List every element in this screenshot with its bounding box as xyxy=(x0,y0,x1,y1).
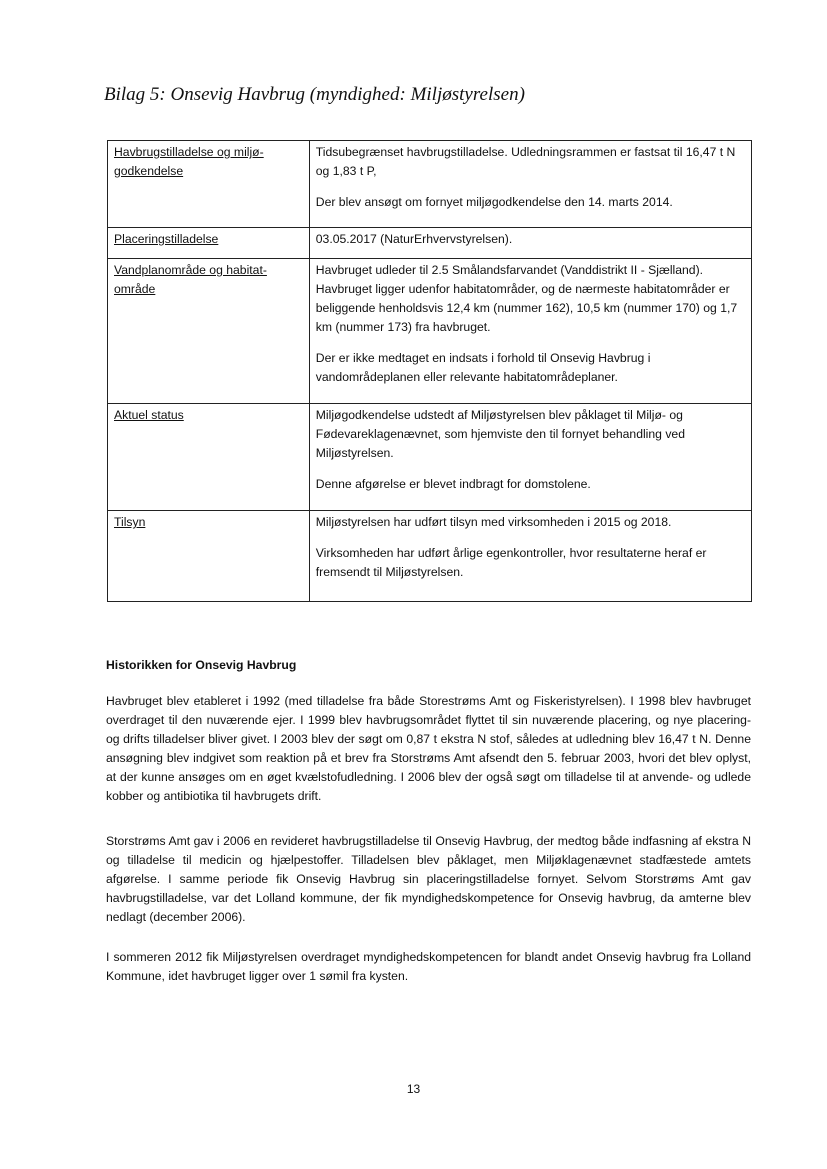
page-title: Bilag 5: Onsevig Havbrug (myndighed: Miljøstyrelsen) xyxy=(104,84,525,105)
history-paragraph xyxy=(106,948,751,986)
row-text: Denne afgørelse er blevet indbragt for domstolene. xyxy=(315,477,591,491)
table-row xyxy=(108,511,752,602)
row-label: Tilsyn xyxy=(108,511,310,602)
paragraph-text: Storstrøms Amt gav i 2006 en revideret havbrugstilladelse til Onsevig Havbrug, der medtog både indfasning af ekstra N og tilladelse til medicin og hjælpestoffer. Tilladelsen blev påklaget, men Miljøklagenævnet stadfæstede amtets afgørelse. I samme periode fik Onsevig Havbrug sin placeringstilladelse fornyet. Selvom Storstrøms Amt gav havbrugstilladelse, var det Lolland kommune, der fik myndighedskompetence for Onsevig havbrug, da amterne blev nedlagt (december 2006). xyxy=(106,834,751,924)
table-row xyxy=(108,404,752,511)
row-label: Havbrugstilladelse og miljø-godkendelse xyxy=(108,141,310,228)
row-value xyxy=(309,511,751,602)
row-text: Tidsubegrænset havbrugstilladelse. Udledningsrammen er fastsat til 16,47 t N og 1,83 t P, xyxy=(315,145,736,178)
row-text: Virksomheden har udført årlige egenkontroller, hvor resultaterne heraf er fremsendt til Miljøstyrelsen. xyxy=(315,546,707,579)
row-value xyxy=(309,404,751,511)
row-label: Placeringstilladelse xyxy=(108,228,310,259)
history-paragraph xyxy=(106,692,751,806)
history-paragraph xyxy=(106,832,751,927)
table-row xyxy=(108,141,752,228)
row-text: Der blev ansøgt om fornyet miljøgodkendelse den 14. marts 2014. xyxy=(315,195,673,209)
row-text: Miljøstyrelsen har udført tilsyn med virksomheden i 2015 og 2018. xyxy=(315,515,672,529)
row-value xyxy=(309,259,751,404)
row-text: Miljøgodkendelse udstedt af Miljøstyrelsen blev påklaget til Miljø- og Fødevareklagenævnet, som hjemviste den til fornyet behandling ved Miljøstyrelsen. xyxy=(315,408,685,460)
row-text: 03.05.2017 (NaturErhvervstyrelsen). xyxy=(315,232,513,246)
info-table xyxy=(107,140,752,602)
paragraph-text: I sommeren 2012 fik Miljøstyrelsen overdraget myndighedskompetencen for blandt andet Onsevig havbrug fra Lolland Kommune, idet havbruget ligger over 1 sømil fra kysten. xyxy=(106,950,751,983)
row-label: Aktuel status xyxy=(108,404,310,511)
page-number: 13 xyxy=(406,1082,421,1096)
table-row xyxy=(108,228,752,259)
paragraph-text: Havbruget blev etableret i 1992 (med tilladelse fra både Storestrøms Amt og Fiskeristyrelsen). I 1998 blev havbruget overdraget til den nuværende ejer. I 1999 blev havbrugsområdet flyttet til sin nuværende placering, og nye placering- og drifts tilladelser bliver givet. I 2003 blev der søgt om 0,87 t ekstra N stof, således at udledning blev 16,47 t N. Denne ansøgning blev indgivet som reaktion på et brev fra Storstrøms Amt afsendt den 5. februar 2003, hvori det blev oplyst, at der kunne ansøges om en øget kvælstofudledning. I 2006 blev der også søgt om tilladelse til at anvende- og udlede kobber og antibiotika til havbrugets drift. xyxy=(106,694,751,803)
row-value xyxy=(309,141,751,228)
row-value xyxy=(309,228,751,259)
table-row xyxy=(108,259,752,404)
history-heading: Historikken for Onsevig Havbrug xyxy=(106,658,297,672)
row-text: Der er ikke medtaget en indsats i forhold til Onsevig Havbrug i vandområdeplanen eller relevante habitatområdeplaner. xyxy=(315,351,651,384)
row-label: Vandplanområde og habitat-område xyxy=(108,259,310,404)
row-text: Havbruget udleder til 2.5 Smålandsfarvandet (Vanddistrikt II - Sjælland). Havbruget ligger udenfor habitatområder, og de nærmeste habitatområder er beliggende henholdsvis 12,4 km (nummer 162), 10,5 km (nummer 170) og 1,7 km (nummer 173) fra havbruget. xyxy=(315,263,738,334)
